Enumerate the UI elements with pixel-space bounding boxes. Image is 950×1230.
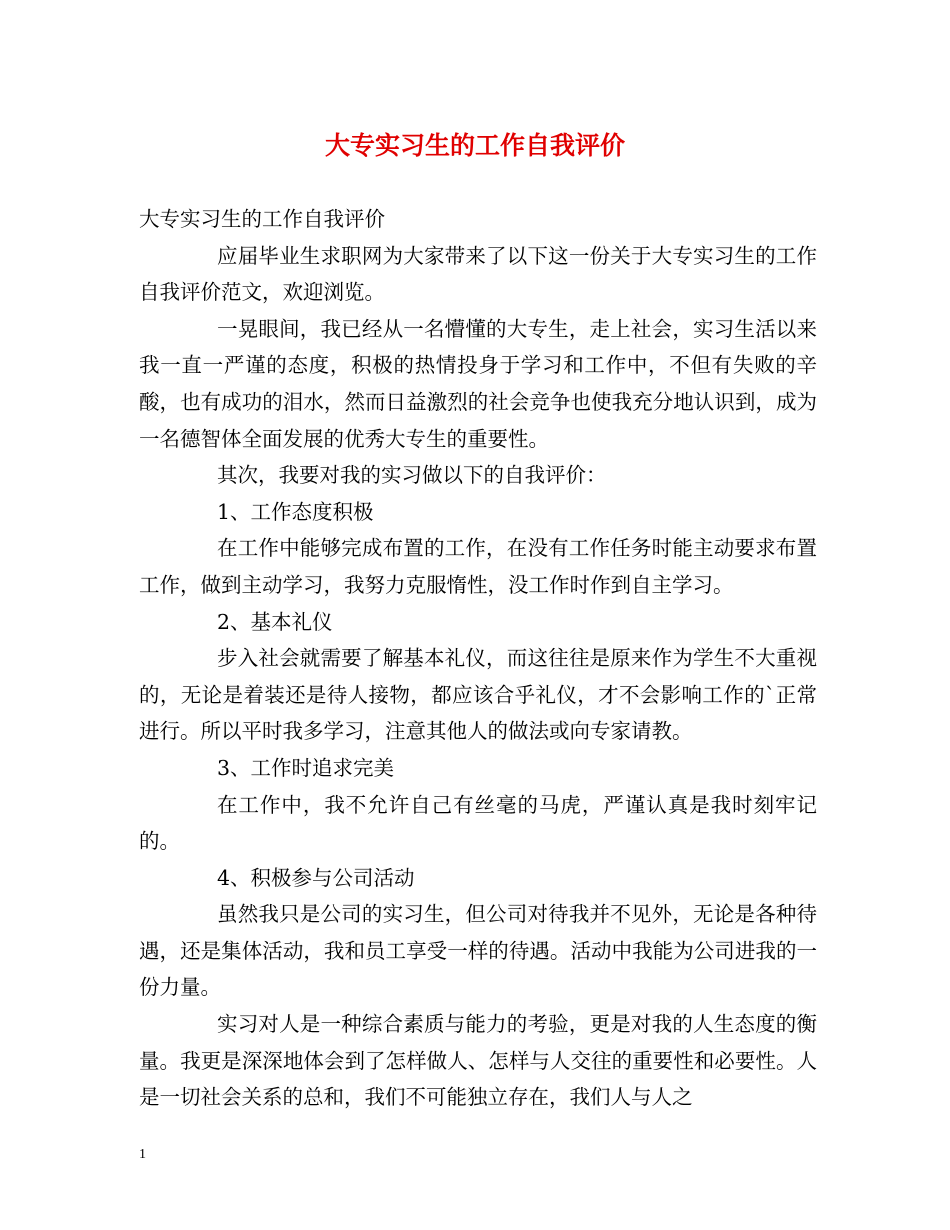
page-number: 1	[139, 1147, 146, 1162]
paragraph: 其次，我要对我的实习做以下的自我评价：	[217, 463, 607, 488]
section-heading: 4、积极参与公司活动	[217, 865, 415, 890]
paragraph: 在工作中，我不允许自己有丝毫的马虎，严谨认真是我时刻牢记的。	[139, 792, 817, 854]
document-title: 大专实习生的工作自我评价	[324, 131, 625, 160]
paragraph: 虽然我只是公司的实习生，但公司对待我并不见外，无论是各种待遇，还是集体活动，我和员工享受一样的待遇。活动中我能为公司进我的一份力量。	[139, 902, 817, 1000]
paragraph: 大专实习生的工作自我评价	[139, 207, 385, 231]
paragraph: 在工作中能够完成布置的工作，在没有工作任务时能主动要求布置工作，做到主动学习，我努力克服惰性，没工作时作到自主学习。	[139, 536, 817, 597]
paragraph: 步入社会就需要了解基本礼仪，而这往往是原来作为学生不大重视的，无论是着装还是待人接物，都应该合乎礼仪，才不会影响工作的`正常进行。所以平时我多学习，注意其他人的做法或向专家请教。	[139, 646, 817, 744]
paragraph: 应届毕业生求职网为大家带来了以下这一份关于大专实习生的工作自我评价范文，欢迎浏览。	[139, 243, 817, 305]
section-heading: 3、工作时追求完美	[217, 755, 395, 780]
section-heading: 1、工作态度积极	[217, 499, 374, 524]
paragraph: 一晃眼间，我已经从一名懵懂的大专生，走上社会，实习生活以来我一直一严谨的态度，积极的热情投身于学习和工作中，不但有失败的辛酸，也有成功的泪水，然而日益激烈的社会竞争也使我充分地认识到，成为一名德智体全面发展的优秀大专生的重要性。	[139, 316, 817, 451]
section-heading: 2、基本礼仪	[217, 609, 333, 634]
document-body	[139, 201, 817, 1116]
paragraph: 实习对人是一种综合素质与能力的考验，更是对我的人生态度的衡量。我更是深深地体会到了怎样做人、怎样与人交往的重要性和必要性。人是一切社会关系的总和，我们不可能独立存在，我们人与人之	[139, 1012, 817, 1110]
